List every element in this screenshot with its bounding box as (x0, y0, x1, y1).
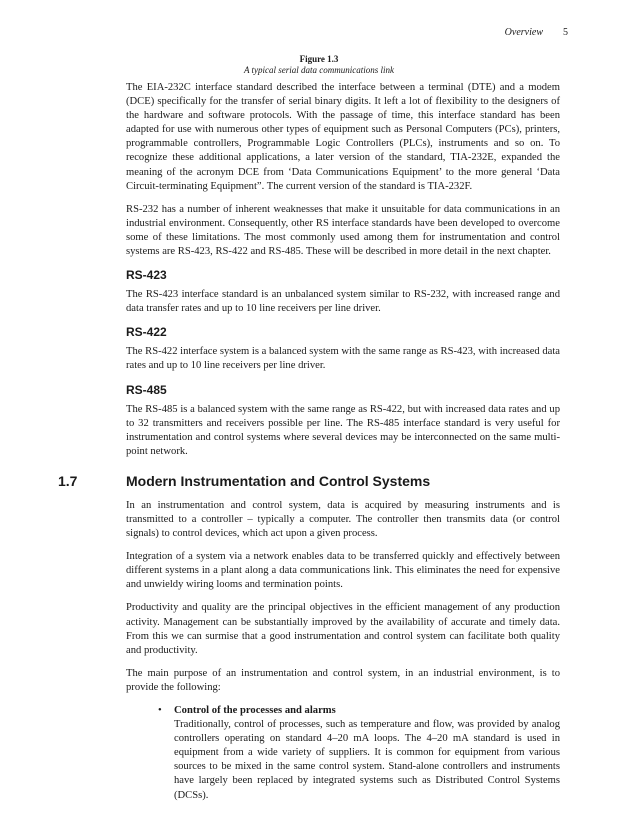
section-title: Modern Instrumentation and Control Systems (126, 472, 431, 489)
figure-number: Figure 1.3 (299, 54, 339, 64)
bullet-text: Traditionally, control of processes, such as temperature and flow, was provided by analog controllers operating on standard 4–20 mA loops. The 4–20 mA standard is used in equipment from a wide variety of suppliers. It is common for equipment from various sources to be mixed in the same control system. Stand-alone controllers and instruments have largely been replaced by integrated systems such as Distributed Control Systems (DCSs). (174, 719, 560, 801)
section-heading (58, 472, 560, 491)
paragraph: RS-232 has a number of inherent weaknesses that make it unsuitable for data communications in an industrial environment. Consequently, other RS interface standards have been developed to overcome some of these limitations. The most commonly used among them for instrumentation and control systems are RS-423, RS-422 and RS-485. These will be described in more detail in the next chapter. (126, 203, 560, 258)
section-number: 1.7 (58, 472, 78, 489)
paragraph: The main purpose of an instrumentation and control system, in an industrial environment, is to provide the following: (126, 667, 560, 693)
page-number: 5 (563, 27, 568, 38)
subsection-heading: RS-423 (126, 268, 167, 283)
paragraph: The RS-423 interface standard is an unbalanced system similar to RS-232, with increased range and data transfer rates and up to 10 line receivers per line driver. (126, 289, 560, 315)
body-text (58, 81, 560, 803)
paragraph: The RS-422 interface system is a balanced system with the same range as RS-423, with increased data rates and up to 10 line receivers per line driver. (126, 346, 560, 372)
running-header (505, 27, 568, 38)
paragraph: The EIA-232C interface standard described the interface between a terminal (DTE) and a modem (DCE) specifically for the transfer of serial binary digits. It left a lot of flexibility to the designers of the hardware and software protocols. With the passage of time, this interface standard has been adapted for use with numerous other types of equipment such as Personal Computers (PCs), printers, programmable controllers, Programmable Logic Controllers (PLCs), instruments and so on. To recognize these additional applications, a later version of the standard, TIA-232E, expanded the meaning of the acronym DCE from ‘Data Communications Equipment’ to the more general ‘Data Circuit-terminating Equipment”. The current version of the standard is TIA-232F. (126, 82, 560, 192)
paragraph: Integration of a system via a network enables data to be transferred quickly and effectively between different systems in a plant along a data communications link. This eliminates the need for expensive and unwieldy wiring looms and termination points. (126, 551, 560, 591)
subsection-heading: RS-422 (126, 325, 167, 340)
bullet-dot-icon: • (158, 705, 162, 716)
paragraph: The RS-485 is a balanced system with the same range as RS-422, but with increased data rates and up to 32 transmitters and receivers possible per line. The RS-485 interface standard is very useful for instrumentation and control systems where several devices may be interconnected on the same multi-point network. (126, 403, 560, 457)
figure-caption: A typical serial data communications link (243, 65, 395, 75)
paragraph: In an instrumentation and control system, data is acquired by measuring instruments and is transmitted to a controller – typically a computer. The controller then transmits data (or control signals) to control devices, which act upon a given process. (126, 499, 560, 540)
header-title: Overview (504, 27, 543, 38)
bullet-title: Control of the processes and alarms (174, 705, 336, 716)
paragraph: Productivity and quality are the principal objectives in the efficient management of any production activity. Management can be substantially improved by the availability of accurate and timely data. From this we can surmise that a good instrumentation and control system can facilitate both quality and productivity. (126, 602, 560, 656)
bullet-item (158, 704, 560, 803)
subsection-heading: RS-485 (126, 382, 167, 397)
